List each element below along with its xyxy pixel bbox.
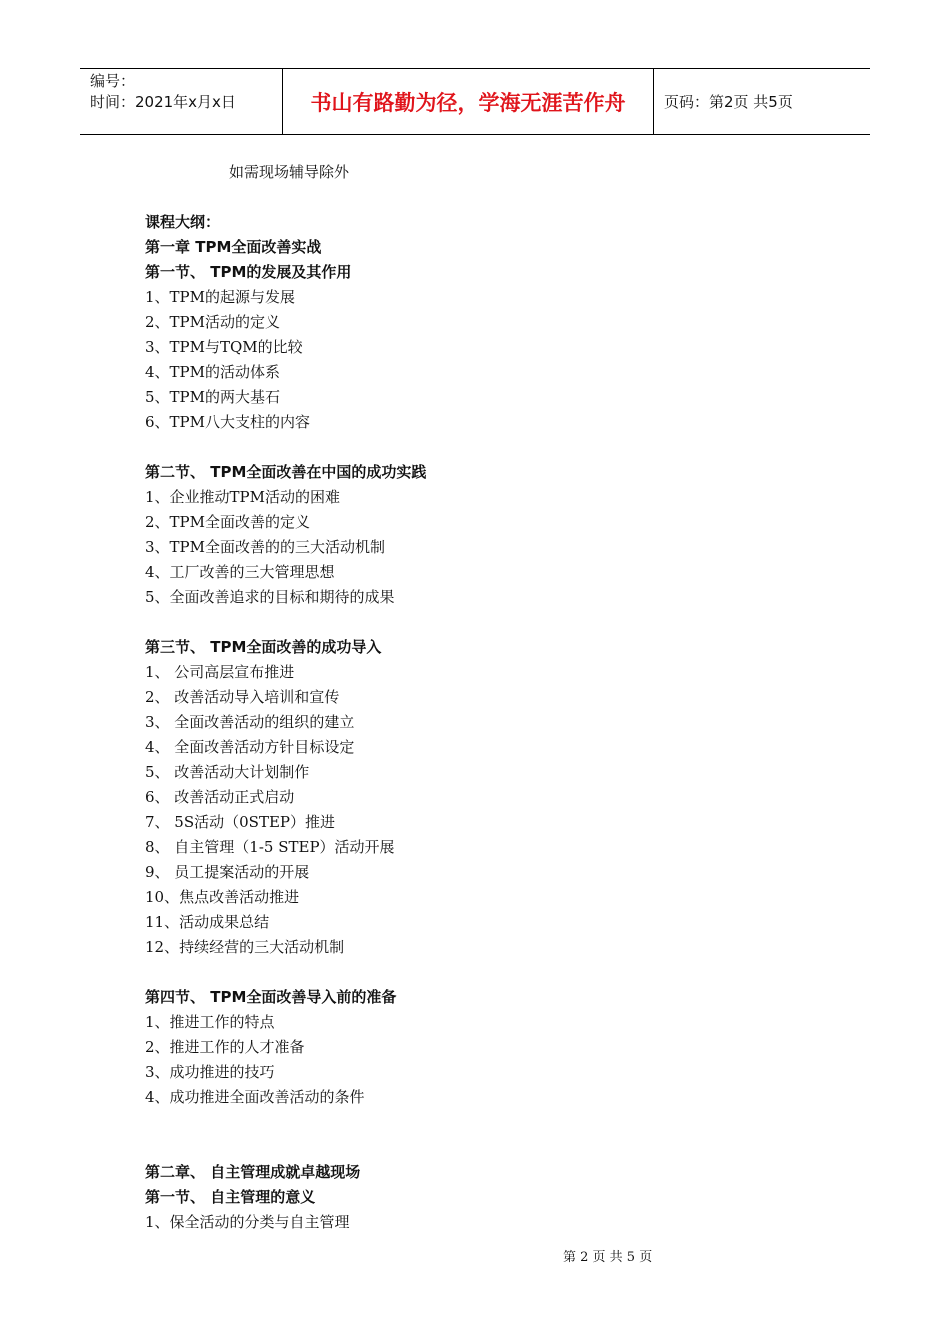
section-heading: 第四节、 TPM全面改善导入前的准备 xyxy=(145,988,397,1006)
outline-item: 3、TPM与TQM的比较 xyxy=(145,338,303,356)
section-heading: 课程大纲： xyxy=(145,213,221,231)
outline-item: 4、工厂改善的三大管理思想 xyxy=(145,563,335,581)
course-outline xyxy=(145,160,845,1235)
outline-item: 7、 5S活动（0STEP）推进 xyxy=(145,813,335,831)
outline-item: 3、 全面改善活动的组织的建立 xyxy=(145,713,355,731)
outline-item: 10、焦点改善活动推进 xyxy=(145,888,300,906)
outline-item: 3、成功推进的技巧 xyxy=(145,1063,275,1081)
outline-item: 1、保全活动的分类与自主管理 xyxy=(145,1213,350,1231)
outline-item: 1、推进工作的特点 xyxy=(145,1013,275,1031)
outline-item: 2、 改善活动导入培训和宣传 xyxy=(145,688,340,706)
blank-line xyxy=(145,1110,845,1135)
outline-item: 5、 改善活动大计划制作 xyxy=(145,763,310,781)
blank-line xyxy=(145,1135,845,1160)
header-left-cell xyxy=(80,69,282,134)
outline-item: 5、全面改善追求的目标和期待的成果 xyxy=(145,588,395,606)
outline-item: 2、TPM全面改善的定义 xyxy=(145,513,311,531)
outline-item: 6、TPM八大支柱的内容 xyxy=(145,413,311,431)
outline-item: 6、 改善活动正式启动 xyxy=(145,788,295,806)
section-heading: 第二节、 TPM全面改善在中国的成功实践 xyxy=(145,463,427,481)
document-date-label: 时间：2021年x月x日 xyxy=(90,93,236,111)
outline-item: 1、企业推动TPM活动的困难 xyxy=(145,488,341,506)
outline-item: 4、成功推进全面改善活动的条件 xyxy=(145,1088,365,1106)
blank-line xyxy=(145,960,845,985)
blank-line xyxy=(145,610,845,635)
document-number-label: 编号： xyxy=(90,72,136,90)
outline-item: 3、TPM全面改善的的三大活动机制 xyxy=(145,538,386,556)
outline-item: 1、 公司高层宣布推进 xyxy=(145,663,295,681)
outline-item: 12、持续经营的三大活动机制 xyxy=(145,938,345,956)
outline-item: 11、活动成果总结 xyxy=(145,913,270,931)
header-page-number: 页码：第2页 共5页 xyxy=(664,93,793,111)
section-heading: 第一章 TPM全面改善实战 xyxy=(145,238,322,256)
header-motto: 书山有路勤为径，学海无涯苦作舟 xyxy=(282,69,654,134)
outline-item: 如需现场辅导除外 xyxy=(229,163,350,181)
outline-item: 4、TPM的活动体系 xyxy=(145,363,281,381)
outline-item: 4、 全面改善活动方针目标设定 xyxy=(145,738,355,756)
outline-item: 2、TPM活动的定义 xyxy=(145,313,281,331)
outline-item: 8、 自主管理（1-5 STEP）活动开展 xyxy=(145,838,395,856)
outline-item: 2、推进工作的人才准备 xyxy=(145,1038,305,1056)
footer-page-number: 第 2 页 共 5 页 xyxy=(563,1250,653,1265)
outline-item: 1、TPM的起源与发展 xyxy=(145,288,296,306)
section-heading: 第二章、 自主管理成就卓越现场 xyxy=(145,1163,361,1181)
section-heading: 第一节、 TPM的发展及其作用 xyxy=(145,263,352,281)
section-heading: 第一节、 自主管理的意义 xyxy=(145,1188,316,1206)
outline-item: 9、 员工提案活动的开展 xyxy=(145,863,310,881)
page-header xyxy=(80,68,870,135)
blank-line xyxy=(145,435,845,460)
blank-line xyxy=(145,185,845,210)
section-heading: 第三节、 TPM全面改善的成功导入 xyxy=(145,638,382,656)
outline-item: 5、TPM的两大基石 xyxy=(145,388,281,406)
